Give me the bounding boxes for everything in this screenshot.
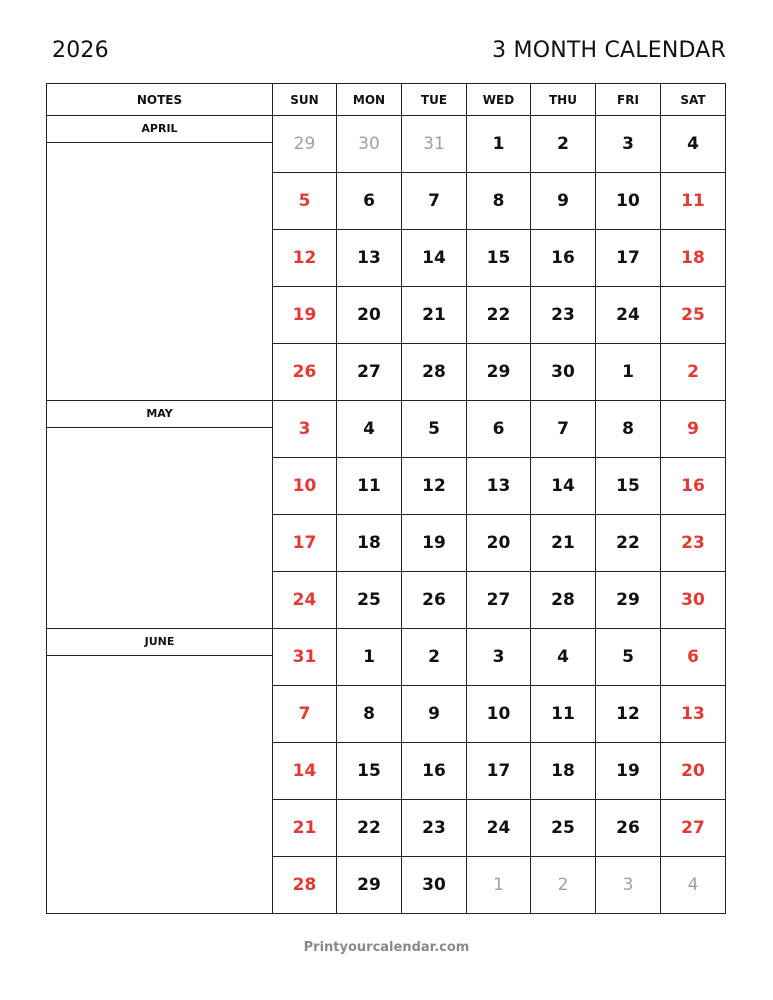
day-cell: 25	[661, 287, 726, 344]
day-cell: 1	[467, 857, 531, 914]
day-cell: 12	[402, 458, 467, 515]
weekday-header-sun: SUN	[273, 84, 337, 116]
day-cell: 6	[467, 401, 531, 458]
day-cell: 29	[596, 572, 661, 629]
day-cell: 12	[596, 686, 661, 743]
weekday-header-mon: MON	[337, 84, 402, 116]
day-cell: 4	[661, 116, 726, 173]
day-cell: 14	[273, 743, 337, 800]
week-row	[47, 401, 726, 458]
day-cell: 24	[596, 287, 661, 344]
day-cell: 24	[273, 572, 337, 629]
day-cell: 26	[596, 800, 661, 857]
day-cell: 23	[402, 800, 467, 857]
calendar-grid	[46, 83, 726, 914]
day-cell: 29	[337, 857, 402, 914]
day-cell: 20	[467, 515, 531, 572]
day-cell: 24	[467, 800, 531, 857]
day-cell: 2	[402, 629, 467, 686]
day-cell: 30	[402, 857, 467, 914]
day-cell: 7	[531, 401, 596, 458]
weekday-header-sat: SAT	[661, 84, 726, 116]
day-cell: 3	[596, 116, 661, 173]
day-cell: 8	[596, 401, 661, 458]
day-cell: 10	[467, 686, 531, 743]
month-label: MAY	[47, 401, 272, 428]
notes-cell-june[interactable]	[47, 629, 273, 914]
day-cell: 7	[402, 173, 467, 230]
day-cell: 17	[273, 515, 337, 572]
week-row	[47, 629, 726, 686]
day-cell: 4	[531, 629, 596, 686]
day-cell: 19	[402, 515, 467, 572]
day-cell: 9	[402, 686, 467, 743]
day-cell: 11	[531, 686, 596, 743]
day-cell: 28	[273, 857, 337, 914]
day-cell: 2	[531, 857, 596, 914]
day-cell: 9	[531, 173, 596, 230]
header-row	[47, 84, 726, 116]
day-cell: 30	[661, 572, 726, 629]
day-cell: 25	[531, 800, 596, 857]
day-cell: 26	[273, 344, 337, 401]
day-cell: 18	[337, 515, 402, 572]
day-cell: 4	[337, 401, 402, 458]
day-cell: 11	[337, 458, 402, 515]
day-cell: 28	[402, 344, 467, 401]
day-cell: 14	[531, 458, 596, 515]
day-cell: 10	[273, 458, 337, 515]
day-cell: 12	[273, 230, 337, 287]
day-cell: 3	[273, 401, 337, 458]
calendar-title: 3 MONTH CALENDAR	[492, 38, 726, 63]
day-cell: 3	[467, 629, 531, 686]
day-cell: 11	[661, 173, 726, 230]
day-cell: 7	[273, 686, 337, 743]
day-cell: 21	[402, 287, 467, 344]
day-cell: 19	[596, 743, 661, 800]
day-cell: 16	[661, 458, 726, 515]
day-cell: 1	[596, 344, 661, 401]
day-cell: 13	[337, 230, 402, 287]
notes-header: NOTES	[47, 84, 273, 116]
day-cell: 21	[273, 800, 337, 857]
day-cell: 17	[467, 743, 531, 800]
day-cell: 6	[337, 173, 402, 230]
day-cell: 31	[402, 116, 467, 173]
day-cell: 3	[596, 857, 661, 914]
day-cell: 21	[531, 515, 596, 572]
day-cell: 29	[273, 116, 337, 173]
week-row	[47, 116, 726, 173]
calendar-body	[47, 116, 726, 914]
day-cell: 27	[661, 800, 726, 857]
day-cell: 22	[596, 515, 661, 572]
day-cell: 18	[661, 230, 726, 287]
day-cell: 19	[273, 287, 337, 344]
day-cell: 25	[337, 572, 402, 629]
day-cell: 13	[467, 458, 531, 515]
day-cell: 1	[337, 629, 402, 686]
footer-website: Printyourcalendar.com	[303, 940, 470, 955]
day-cell: 20	[337, 287, 402, 344]
day-cell: 22	[467, 287, 531, 344]
day-cell: 31	[273, 629, 337, 686]
weekday-header-tue: TUE	[402, 84, 467, 116]
calendar-year: 2026	[52, 38, 109, 63]
day-cell: 28	[531, 572, 596, 629]
day-cell: 18	[531, 743, 596, 800]
day-cell: 2	[661, 344, 726, 401]
day-cell: 22	[337, 800, 402, 857]
day-cell: 16	[531, 230, 596, 287]
weekday-header-thu: THU	[531, 84, 596, 116]
day-cell: 2	[531, 116, 596, 173]
day-cell: 15	[596, 458, 661, 515]
day-cell: 30	[337, 116, 402, 173]
day-cell: 5	[596, 629, 661, 686]
day-cell: 15	[337, 743, 402, 800]
day-cell: 5	[273, 173, 337, 230]
day-cell: 29	[467, 344, 531, 401]
day-cell: 8	[467, 173, 531, 230]
month-label: APRIL	[47, 116, 272, 143]
notes-cell-april[interactable]	[47, 116, 273, 401]
day-cell: 15	[467, 230, 531, 287]
day-cell: 5	[402, 401, 467, 458]
day-cell: 8	[337, 686, 402, 743]
day-cell: 4	[661, 857, 726, 914]
day-cell: 30	[531, 344, 596, 401]
day-cell: 1	[467, 116, 531, 173]
day-cell: 27	[337, 344, 402, 401]
notes-cell-may[interactable]	[47, 401, 273, 629]
day-cell: 17	[596, 230, 661, 287]
day-cell: 16	[402, 743, 467, 800]
day-cell: 27	[467, 572, 531, 629]
day-cell: 13	[661, 686, 726, 743]
month-label: JUNE	[47, 629, 272, 656]
day-cell: 6	[661, 629, 726, 686]
day-cell: 23	[531, 287, 596, 344]
day-cell: 23	[661, 515, 726, 572]
day-cell: 9	[661, 401, 726, 458]
day-cell: 26	[402, 572, 467, 629]
weekday-header-fri: FRI	[596, 84, 661, 116]
day-cell: 10	[596, 173, 661, 230]
day-cell: 14	[402, 230, 467, 287]
weekday-header-wed: WED	[467, 84, 531, 116]
day-cell: 20	[661, 743, 726, 800]
